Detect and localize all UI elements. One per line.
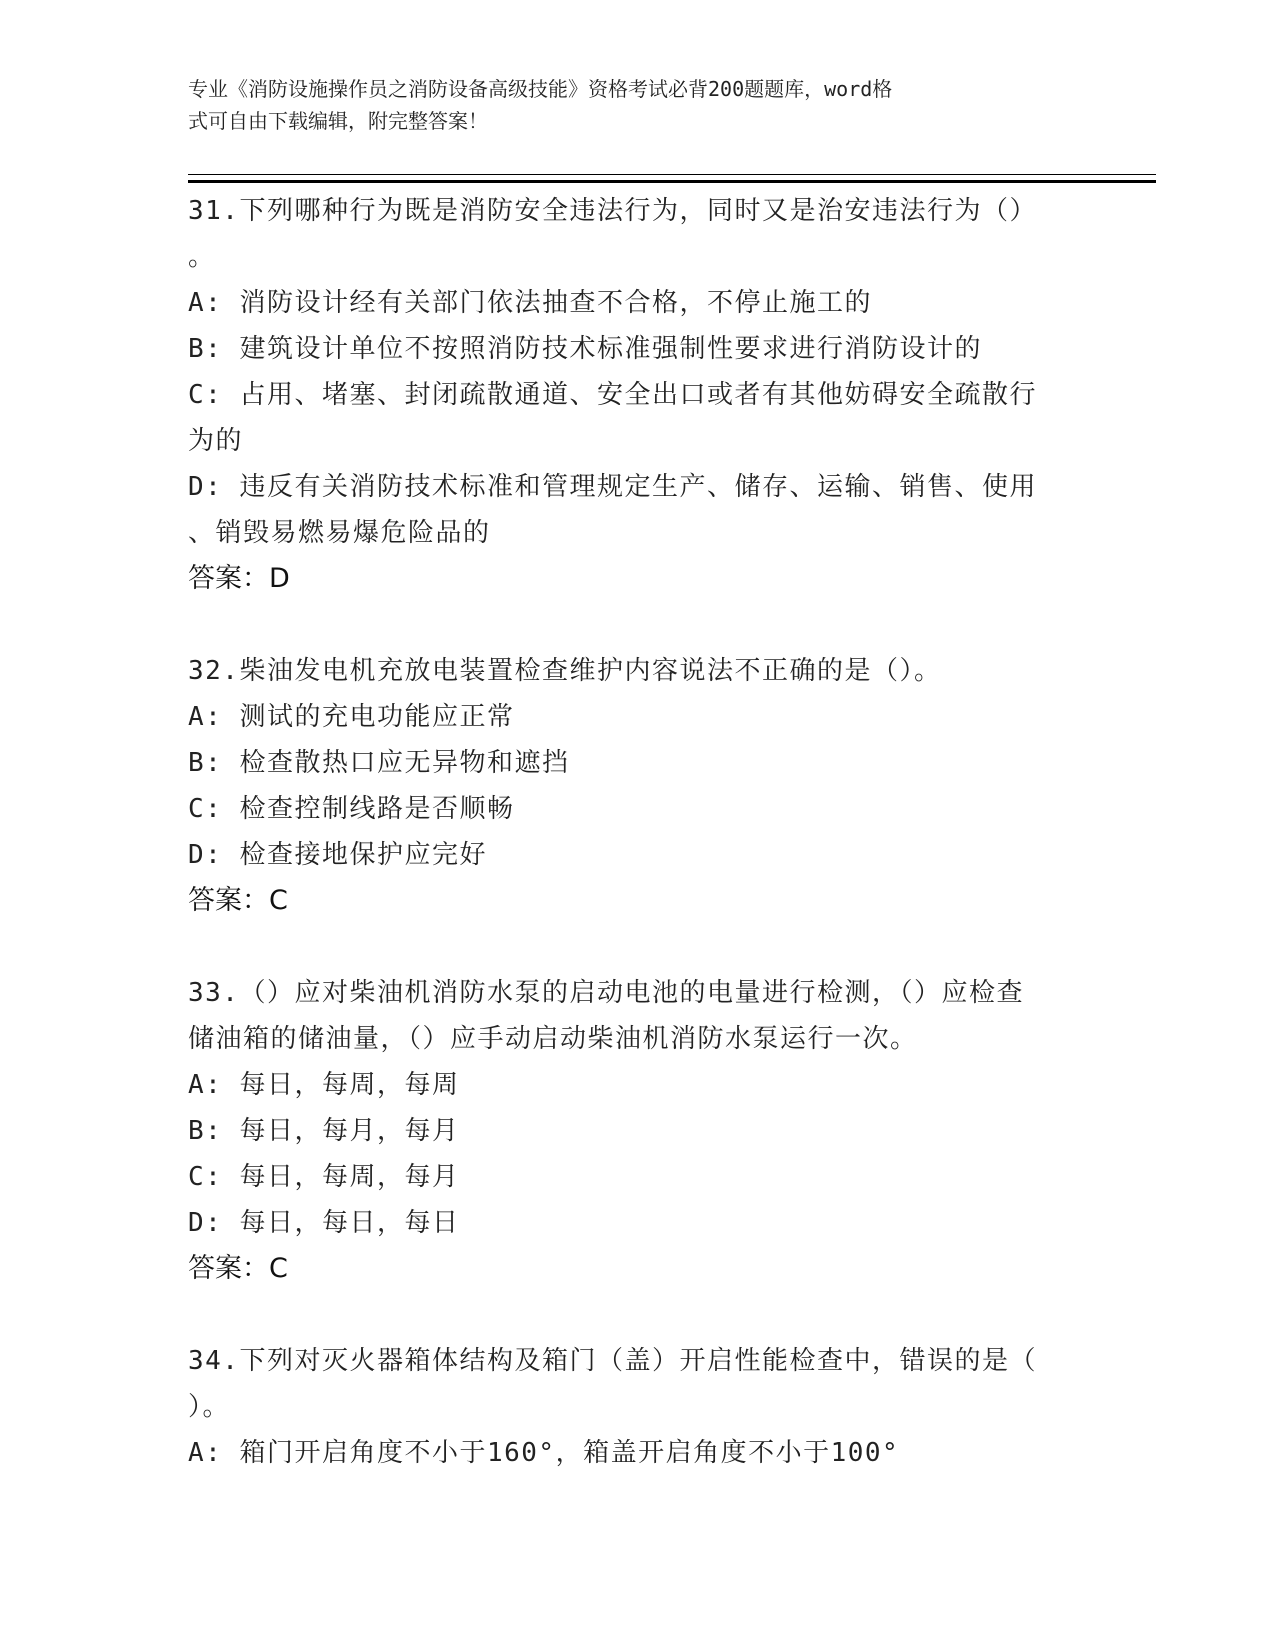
question-text-line: ）。	[188, 1392, 231, 1422]
option-c-continued: 为的	[188, 426, 244, 456]
question-list	[188, 188, 1068, 1522]
option-c: C: 每日，每周，每月	[188, 1162, 460, 1192]
option-c: C: 检查控制线路是否顺畅	[188, 794, 515, 824]
question-text-line: 34.下列对灭火器箱体结构及箱门（盖）开启性能检查中，错误的是（	[188, 1346, 1037, 1376]
option-b: B: 每日，每月，每月	[188, 1116, 460, 1146]
question-text-line: 33.（）应对柴油机消防水泵的启动电池的电量进行检测，（）应检查	[188, 978, 1024, 1008]
question-32	[188, 648, 1068, 924]
question-text-line: 31.下列哪种行为既是消防安全违法行为，同时又是治安违法行为（）	[188, 196, 1037, 226]
question-text-line: 。	[188, 242, 216, 272]
header-divider-thick	[188, 180, 1156, 183]
question-text-line: 32.柴油发电机充放电装置检查维护内容说法不正确的是（）。	[188, 656, 942, 686]
option-d: D: 每日，每日，每日	[188, 1208, 460, 1238]
document-header	[188, 73, 1068, 137]
answer-label: 答案：C	[188, 1253, 288, 1284]
answer-label: 答案：D	[188, 563, 290, 594]
header-line-2: 式可自由下载编辑，附完整答案！	[188, 109, 488, 133]
option-a: A: 测试的充电功能应正常	[188, 702, 515, 732]
option-d: D: 违反有关消防技术标准和管理规定生产、储存、运输、销售、使用	[188, 472, 1037, 502]
question-33	[188, 970, 1068, 1292]
header-divider-thin	[188, 174, 1156, 175]
option-b: B: 检查散热口应无异物和遮挡	[188, 748, 570, 778]
option-a: A: 每日，每周，每周	[188, 1070, 460, 1100]
option-b: B: 建筑设计单位不按照消防技术标准强制性要求进行消防设计的	[188, 334, 982, 364]
header-line-1: 专业《消防设施操作员之消防设备高级技能》资格考试必背200题题库，word格	[188, 77, 893, 101]
question-31	[188, 188, 1068, 602]
option-a: A: 消防设计经有关部门依法抽查不合格，不停止施工的	[188, 288, 872, 318]
option-c: C: 占用、堵塞、封闭疏散通道、安全出口或者有其他妨碍安全疏散行	[188, 380, 1037, 410]
option-d-continued: 、销毁易燃易爆危险品的	[188, 518, 491, 548]
option-a: A: 箱门开启角度不小于160°，箱盖开启角度不小于100°	[188, 1438, 900, 1468]
question-34	[188, 1338, 1068, 1476]
question-text-line: 储油箱的储油量，（）应手动启动柴油机消防水泵运行一次。	[188, 1024, 918, 1054]
option-d: D: 检查接地保护应完好	[188, 840, 487, 870]
answer-label: 答案：C	[188, 885, 288, 916]
